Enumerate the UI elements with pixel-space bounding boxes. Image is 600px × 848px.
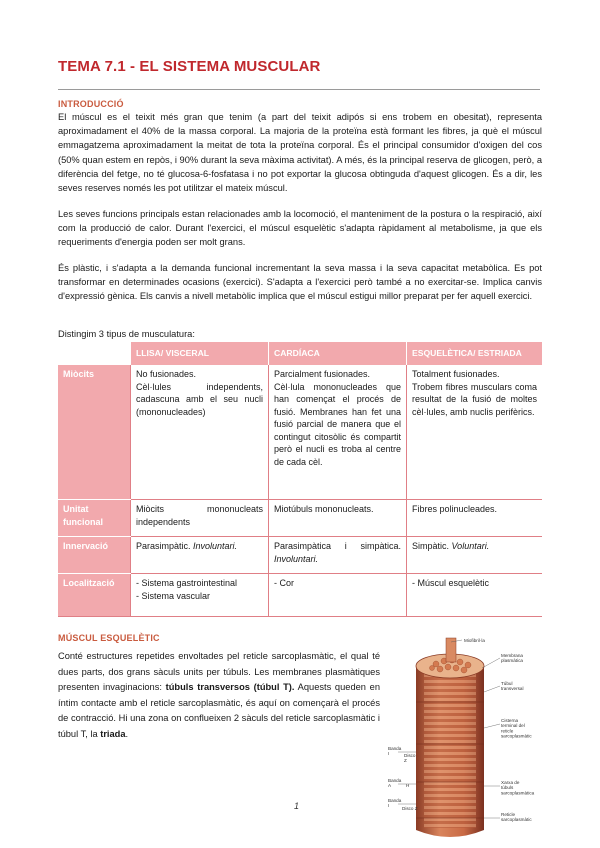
page-title: TEMA 7.1 - EL SISTEMA MUSCULAR bbox=[58, 58, 321, 75]
table-cell: Parcialment fusionades. Cèl·lula mononucleades que han començat el procés de fusió. Membranes han fet una fusió parcial de manera que el contingut citosòlic és compartit però el nucli es troba al centre de cada cèl. bbox=[269, 365, 407, 500]
protruding-myofibril bbox=[446, 638, 456, 662]
cell-text: Parasimpàtica i simpàtica. bbox=[274, 541, 401, 551]
table-row bbox=[58, 500, 542, 537]
section-heading-muscul-esqueletic: MÚSCUL ESQUELÈTIC bbox=[58, 633, 160, 643]
table-header-row bbox=[58, 342, 542, 365]
table-cell: Fibres polinucleades. bbox=[407, 500, 543, 537]
cell-emphasis: Involuntari. bbox=[193, 541, 238, 551]
table-row bbox=[58, 365, 542, 500]
skeletal-bold-tubuls: túbuls transversos (túbul T). bbox=[165, 682, 295, 693]
table-cell: Miotúbuls mononucleats. bbox=[269, 500, 407, 537]
label-xarxa: Xarxa de túbuls sarcoplasmàtica bbox=[501, 780, 535, 796]
table-corner-cell bbox=[58, 342, 131, 365]
skeletal-text-1: Conté estructures repetides envoltades pel reticle sarcoplasmàtic, el qual té dues parts, dos grans sàculs units per túbuls. Les membranes plasmàtiques presenten invaginacions: bbox=[58, 651, 380, 693]
label-h: H bbox=[406, 783, 410, 788]
skeletal-bold-triada: triada bbox=[100, 728, 126, 739]
table-row bbox=[58, 537, 542, 574]
label-disco-z-2: Disco Z bbox=[402, 806, 418, 811]
cell-emphasis: Voluntari. bbox=[451, 541, 490, 551]
fiber-striations bbox=[424, 672, 476, 828]
intro-paragraph-2: Les seves funcions principals estan relacionades amb la locomoció, el manteniment de la postura o la respiració, així com la producció de calor. Durant l'exercici, el múscul esquelètic s'adapta ràpidament al metabolisme, ja que els requeriments d'energia poden ser molt grans. bbox=[58, 209, 542, 248]
table-cell: No fusionades. Cèl·lules independents, cadascuna amb el seu nucli (mononucleades) bbox=[131, 365, 269, 500]
label-banda-i: Banda I bbox=[388, 746, 402, 757]
intro-paragraph-1: El múscul es el teixit més gran que tenim (a part del teixit adipós si ens trobem en obesitat), representa aproximadament el 40% de la massa corporal. La majoria de la proteïna està formant les fibres, ja què el múscul emmagatzema aproximadament la meitat de tota la proteïna corporal. És el principal consumidor d'oxigen del cos (50% quan estem en repòs, i 90% durant la seva màxima activitat). A més, és la principal reserva de glicogen, però, a diferència del fetge, no té glucosa-6-fosfatasa i no pot exportar la glucosa obtinguda d'aquest glicogen. És a dir, les seves reserves només les pot utilitzar el mateix múscul. bbox=[58, 112, 542, 194]
cell-text: Parasimpàtic. bbox=[136, 541, 194, 551]
label-banda-i-2: Banda I bbox=[388, 798, 402, 809]
label-disco-z: Disco Z bbox=[404, 753, 416, 764]
cell-text: Simpàtic. bbox=[412, 541, 452, 551]
table-cell bbox=[407, 537, 543, 574]
skeletal-text-3: . bbox=[125, 728, 129, 739]
row-label-miocits: Miòcits bbox=[58, 365, 131, 500]
label-reticle: Reticle sarcoplasmàtic bbox=[501, 812, 532, 823]
label-membrana: Membrana plasmàtica bbox=[501, 653, 523, 664]
cell-emphasis: Involuntari. bbox=[274, 553, 319, 564]
table-header-esqueletica: ESQUELÈTICA/ ESTRIADA bbox=[407, 342, 543, 365]
label-miofibrilla: Miofibril·la bbox=[464, 638, 485, 643]
label-tubul: Túbul transversal bbox=[501, 681, 524, 692]
row-label-innervacio: Innervació bbox=[58, 537, 131, 574]
table-cell: - Múscul esquelètic bbox=[407, 574, 543, 617]
table-cell: - Sistema gastrointestinal - Sistema vascular bbox=[131, 574, 269, 617]
intro-paragraph-4: Distingim 3 tipus de musculatura: bbox=[58, 329, 195, 339]
table-cell bbox=[131, 537, 269, 574]
muscle-types-table bbox=[58, 342, 542, 617]
label-cisterna: Cisterna terminal del reticle sarcoplasmàtic bbox=[501, 718, 532, 739]
table-header-cardiaca: CARDÍACA bbox=[269, 342, 407, 365]
table-cell: Totalment fusionades. Trobem fibres musculars coma resultat de la fusió de moltes cèl·lules, amb nuclis perifèrics. bbox=[407, 365, 543, 500]
section-heading-introduccio: INTRODUCCIÓ bbox=[58, 99, 124, 109]
row-label-localitzacio: Localització bbox=[58, 574, 131, 617]
page-number: 1 bbox=[294, 801, 300, 811]
table-cell bbox=[269, 537, 407, 574]
row-label-unitat-funcional: Unitat funcional bbox=[58, 500, 131, 537]
intro-paragraph-3: És plàstic, i s'adapta a la demanda funcional incrementant la seva massa i la seva capacitat metabòlica. Es pot transformar en determinades ocasions (exercici). S'adapta a l'exercici però també a no exercitar-se. Implica canvis d'expressió gènica. Els canvis a nivell metabòlic implica que el múscul estigui millor preparat per fer aquell exercici. bbox=[58, 263, 542, 302]
table-row bbox=[58, 574, 542, 617]
table-cell: Miòcits mononucleats independents bbox=[131, 500, 269, 537]
table-header-llisa: LLISA/ VISCERAL bbox=[131, 342, 269, 365]
skeletal-paragraph bbox=[58, 649, 380, 743]
title-divider bbox=[58, 89, 540, 90]
muscle-fiber-diagram bbox=[388, 632, 538, 848]
table-cell: - Cor bbox=[269, 574, 407, 617]
skeletal-text-2: Aquests queden en íntim contacte amb el reticle sarcoplasmàtic, és aquí on començarà el procés de contracció. Hi una zona on conflueixen 2 sàculs del reticle sarcoplasmàtic i túbul T, la bbox=[58, 682, 380, 739]
label-banda-a: Banda A bbox=[388, 778, 402, 789]
